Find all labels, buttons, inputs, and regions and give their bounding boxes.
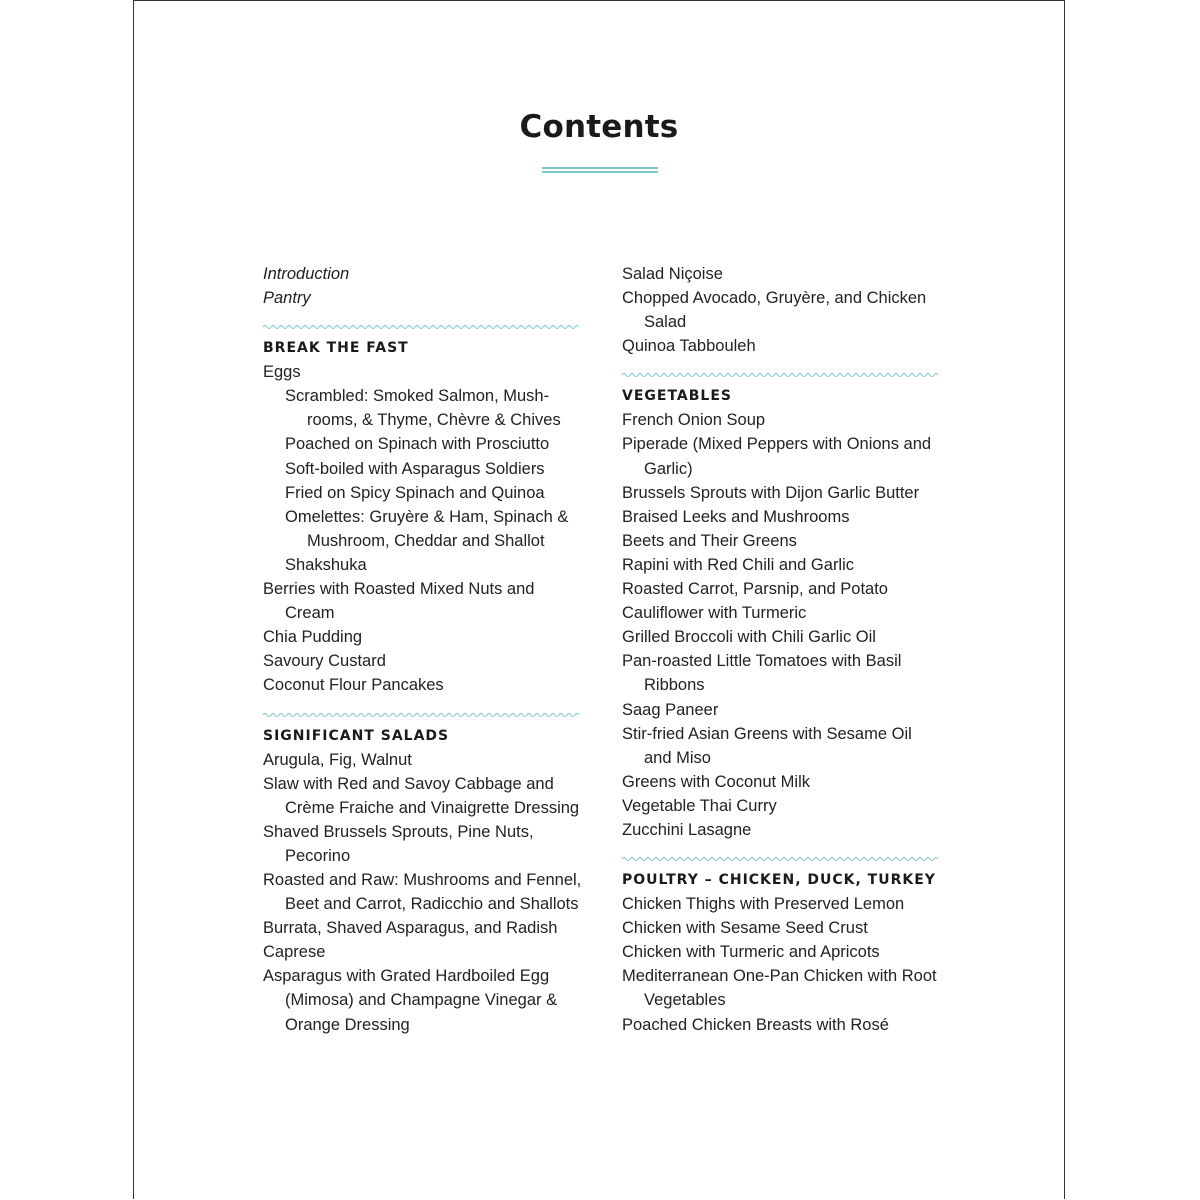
toc-entry[interactable]: Saag Paneer <box>622 700 719 719</box>
toc-entry[interactable]: Eggs <box>263 363 301 382</box>
toc-entry[interactable]: Shaved Brussels Sprouts, Pine Nuts, Pecorino <box>263 822 534 865</box>
toc-entry[interactable]: Pan-roasted Little Tomatoes with Basil Ribbons <box>622 652 902 695</box>
toc-entry[interactable]: Poached Chicken Breasts with Rosé <box>622 1015 889 1034</box>
toc-entry[interactable]: Stir-fried Asian Greens with Sesame Oil and Miso <box>622 724 912 767</box>
toc-entry[interactable]: Brussels Sprouts with Dijon Garlic Butter <box>622 483 920 502</box>
toc-entry[interactable]: Quinoa Tabbouleh <box>622 337 756 356</box>
toc-entry[interactable]: Salad Niçoise <box>622 265 723 283</box>
toc-entry-introduction[interactable]: Introduction <box>263 265 350 283</box>
toc-entry[interactable]: Burrata, Shaved Asparagus, and Radish <box>263 919 558 938</box>
toc-entry[interactable]: Roasted Carrot, Parsnip, and Potato <box>622 580 888 599</box>
toc-subentry[interactable]: Scrambled: Smoked Salmon, Mush-rooms, & Thyme, Chèvre & Chives <box>285 387 561 430</box>
section-heading-significant-salads: SIGNIFICANT SALADS <box>263 727 450 744</box>
section-divider <box>622 856 938 862</box>
title-underline <box>542 167 658 173</box>
toc-entry[interactable]: Roasted and Raw: Mushrooms and Fennel, Beet and Carrot, Radicchio and Shallots <box>263 870 582 914</box>
toc-entry[interactable]: Chicken with Sesame Seed Crust <box>622 919 868 938</box>
toc-entry[interactable]: Cauliflower with Turmeric <box>622 604 807 623</box>
toc-entry[interactable]: French Onion Soup <box>622 411 766 430</box>
toc-entry[interactable]: Piperade (Mixed Peppers with Onions and Garlic) <box>622 435 932 478</box>
section-divider <box>263 712 579 718</box>
toc-entry[interactable]: Asparagus with Grated Hardboiled Egg (Mimosa) and Champagne Vinegar & Orange Dressing <box>263 967 558 1034</box>
toc-entry[interactable]: Savoury Custard <box>263 652 386 671</box>
toc-entry[interactable]: Coconut Flour Pancakes <box>263 676 444 695</box>
toc-entry[interactable]: Greens with Coconut Milk <box>622 772 810 791</box>
toc-subentry[interactable]: Omelettes: Gruyère & Ham, Spinach & Mushroom, Cheddar and Shallot <box>285 507 569 550</box>
toc-entry[interactable]: Berries with Roasted Mixed Nuts and Cream <box>263 580 535 623</box>
toc-entry[interactable]: Caprese <box>263 943 326 962</box>
toc-entry[interactable]: Beets and Their Greens <box>622 531 797 550</box>
toc-entry[interactable]: Chopped Avocado, Gruyère, and Chicken Salad <box>622 289 927 332</box>
page-title: Contents <box>519 109 679 145</box>
toc-entry[interactable]: Chicken Thighs with Preserved Lemon <box>622 895 905 914</box>
toc-subentry[interactable]: Poached on Spinach with Prosciutto <box>285 435 550 454</box>
toc-entry[interactable]: Arugula, Fig, Walnut <box>263 750 412 769</box>
section-heading-poultry: POULTRY – CHICKEN, DUCK, TURKEY <box>622 872 936 889</box>
toc-subentry[interactable]: Soft-boiled with Asparagus Soldiers <box>285 459 545 478</box>
section-heading-break-the-fast: BREAK THE FAST <box>263 340 409 357</box>
toc-left-column <box>263 262 583 1037</box>
toc-entry[interactable]: Chia Pudding <box>263 628 363 647</box>
toc-entry[interactable]: Zucchini Lasagne <box>622 820 752 839</box>
toc-entry[interactable]: Grilled Broccoli with Chili Garlic Oil <box>622 628 876 647</box>
toc-subentry[interactable]: Fried on Spicy Spinach and Quinoa <box>285 483 545 502</box>
page <box>133 0 1065 1199</box>
toc-subentry[interactable]: Shakshuka <box>285 555 367 574</box>
section-divider <box>622 372 938 378</box>
toc-entry[interactable]: Braised Leeks and Mushrooms <box>622 507 850 526</box>
toc-entry-pantry[interactable]: Pantry <box>263 289 311 308</box>
section-heading-vegetables: VEGETABLES <box>622 388 732 405</box>
toc-right-column <box>622 262 942 1037</box>
toc-entry[interactable]: Chicken with Turmeric and Apricots <box>622 943 880 962</box>
toc-entry[interactable]: Mediterranean One-Pan Chicken with Root Vegetables <box>622 967 937 1010</box>
section-divider <box>263 324 579 330</box>
toc-entry[interactable]: Rapini with Red Chili and Garlic <box>622 555 855 574</box>
toc-entry[interactable]: Slaw with Red and Savoy Cabbage and Crème Fraiche and Vinaigrette Dressing <box>263 774 580 817</box>
toc-entry[interactable]: Vegetable Thai Curry <box>622 796 777 815</box>
